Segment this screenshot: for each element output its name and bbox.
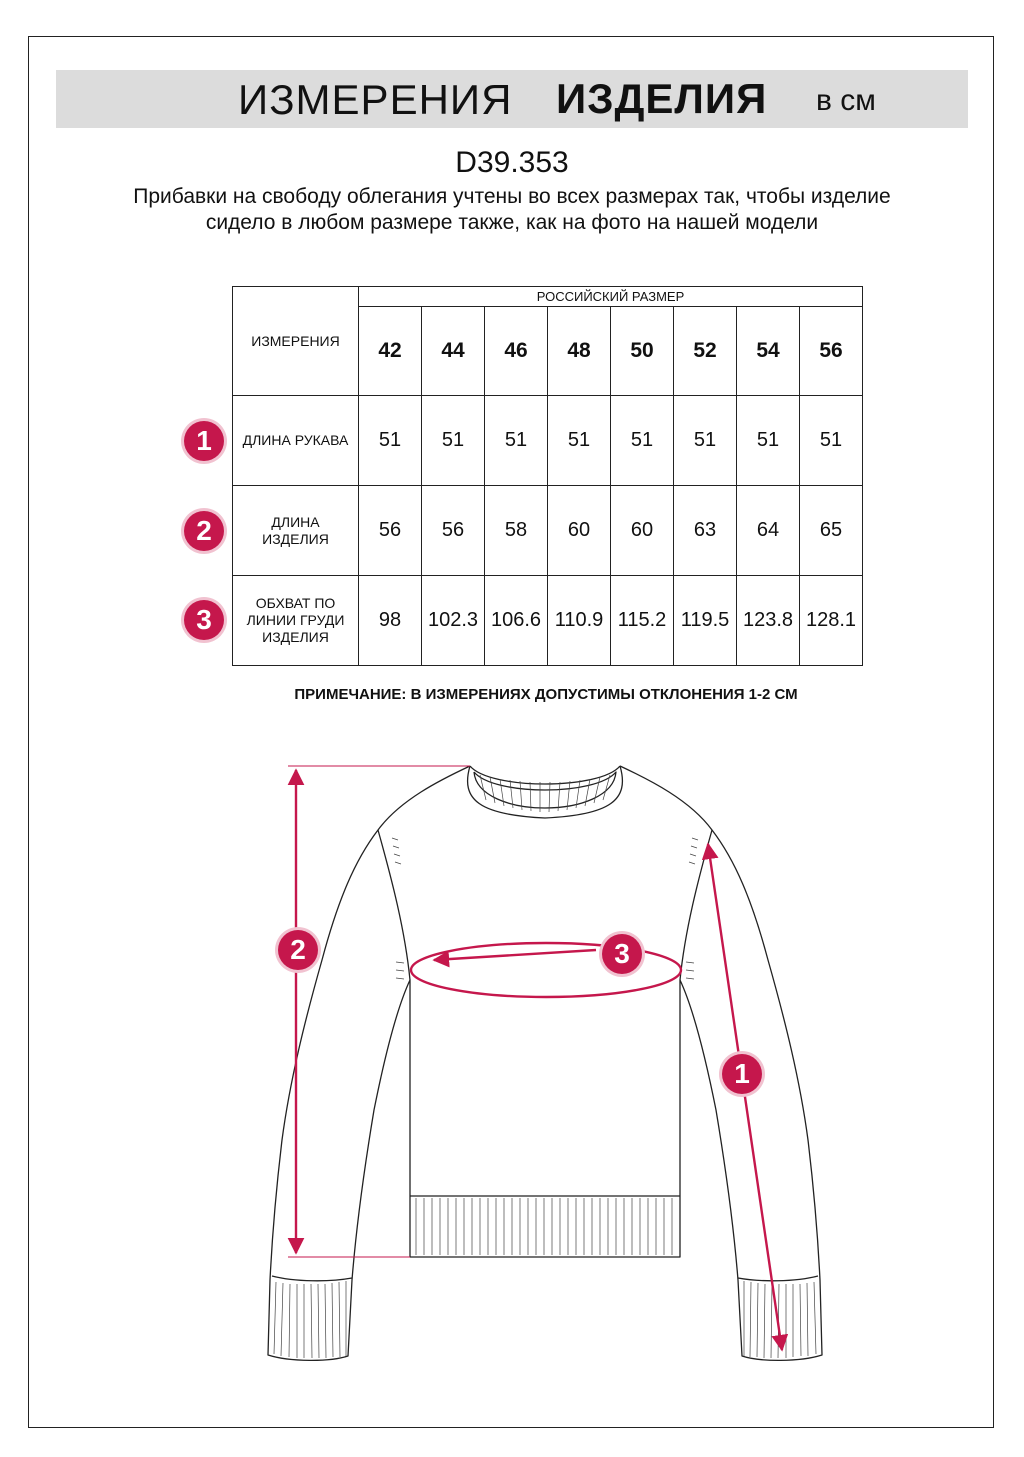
table-cell: 51 (548, 396, 611, 486)
diagram-marker-2: 2 (278, 930, 318, 970)
table-cell: 128.1 (800, 576, 863, 666)
row-label: ДЛИНА ИЗДЕЛИЯ (233, 486, 359, 576)
title-unit: в см (816, 84, 876, 117)
size-header: 46 (485, 307, 548, 396)
diagram-marker-3: 3 (602, 934, 642, 974)
table-cell: 98 (359, 576, 422, 666)
size-header: 50 (611, 307, 674, 396)
sleeve-arrow (708, 844, 782, 1350)
row-marker-3: 3 (184, 600, 224, 640)
table-cell: 102.3 (422, 576, 485, 666)
table-cell: 51 (611, 396, 674, 486)
table-cell: 51 (737, 396, 800, 486)
chest-arrow (434, 950, 596, 960)
product-code: D39.353 (455, 146, 569, 179)
table-cell: 60 (611, 486, 674, 576)
table-cell: 65 (800, 486, 863, 576)
collar-outer (470, 766, 620, 784)
size-header: 52 (674, 307, 737, 396)
table-cell: 51 (674, 396, 737, 486)
table-cell: 56 (359, 486, 422, 576)
table-cell: 64 (737, 486, 800, 576)
size-system-header: РОССИЙСКИЙ РАЗМЕР (359, 287, 863, 307)
table-cell: 56 (422, 486, 485, 576)
row-label: ОБХВАТ ПО ЛИНИИ ГРУДИ ИЗДЕЛИЯ (233, 576, 359, 666)
measurement-guides (288, 766, 470, 1257)
table-cell: 123.8 (737, 576, 800, 666)
row-marker-2: 2 (184, 511, 224, 551)
collar-inner (474, 772, 616, 808)
title-bold: ИЗДЕЛИЯ (556, 75, 768, 122)
diagram-marker-1: 1 (722, 1054, 762, 1094)
size-header: 56 (800, 307, 863, 396)
size-header: 48 (548, 307, 611, 396)
table-cell: 63 (674, 486, 737, 576)
table-cell: 110.9 (548, 576, 611, 666)
table-cell: 51 (800, 396, 863, 486)
row-marker-1: 1 (184, 421, 224, 461)
size-header: 54 (737, 307, 800, 396)
table-cell: 115.2 (611, 576, 674, 666)
row-label: ДЛИНА РУКАВА (233, 396, 359, 486)
size-header: 42 (359, 307, 422, 396)
table-cell: 51 (422, 396, 485, 486)
table-cell: 119.5 (674, 576, 737, 666)
size-header: 44 (422, 307, 485, 396)
table-cell: 51 (485, 396, 548, 486)
title-regular: ИЗМЕРЕНИЯ (238, 76, 513, 123)
measurements-header: ИЗМЕРЕНИЯ (233, 287, 359, 396)
fit-description: Прибавки на свободу облегания учтены во всех размерах так, чтобы изделие сидело в любом размере также, как на фото на нашей модели (133, 185, 891, 234)
tolerance-note: ПРИМЕЧАНИЕ: В ИЗМЕРЕНИЯХ ДОПУСТИМЫ ОТКЛОНЕНИЯ 1-2 СМ (294, 686, 798, 703)
table-cell: 58 (485, 486, 548, 576)
table-cell: 51 (359, 396, 422, 486)
table-cell: 106.6 (485, 576, 548, 666)
table-cell: 60 (548, 486, 611, 576)
